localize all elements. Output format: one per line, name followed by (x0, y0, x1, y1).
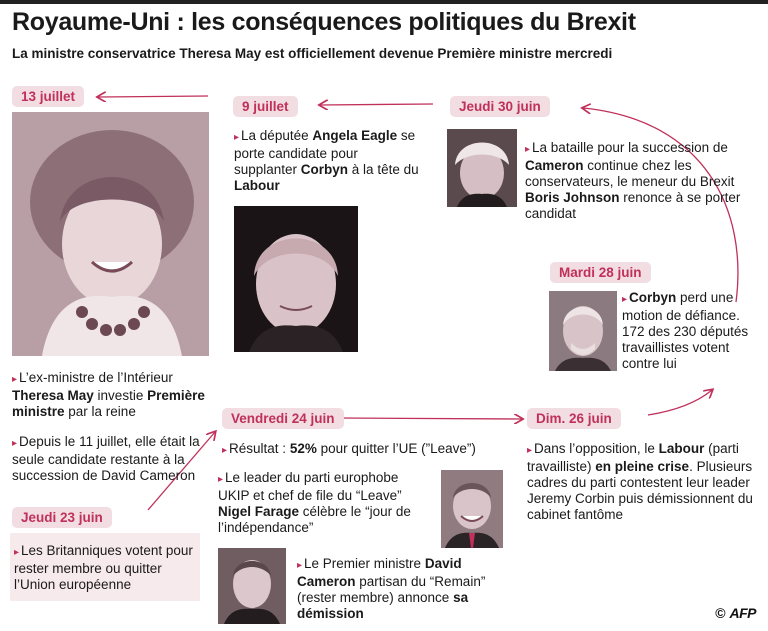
photo-theresa-may (12, 112, 209, 356)
date-tag-jun24: Vendredi 24 juin (222, 408, 344, 429)
arrow-jul09-to-jul13 (98, 96, 208, 97)
photo-boris-johnson (447, 129, 517, 207)
bullet-icon: ▸ (218, 474, 224, 485)
arrow-jun24-to-jun26 (340, 418, 522, 419)
text-jun24-p3: ▸ Le Premier ministre David Cameron partisan du “Remain” (rester membre) annonce sa démission (297, 556, 486, 621)
page-title: Royaume-Uni : les conséquences politiques du Brexit (12, 8, 636, 36)
text-jun24-p1: ▸ Résultat : 52% pour quitter l’UE (”Leave”) (222, 441, 476, 456)
bullet-icon: ▸ (12, 438, 18, 449)
photo-jeremy-corbyn (549, 291, 617, 371)
photo-david-cameron (218, 548, 286, 624)
text-jul09: ▸ La députée Angela Eagle se porte candidate pour supplanter Corbyn à la tête du Labour (234, 128, 419, 193)
text-jun23: ▸ Les Britanniques votent pour rester membre ou quitter l’Union européenne (14, 543, 193, 592)
date-tag-jun30: Jeudi 30 juin (450, 96, 550, 117)
text-jul13 (12, 370, 217, 484)
bullet-icon: ▸ (12, 374, 18, 385)
bullet-icon: ▸ (527, 445, 533, 456)
text-jun26: ▸ Dans l’opposition, le Labour (parti travailliste) en pleine crise. Plusieurs cadres du parti contestent leur leader Jeremy Corbin puis démissionnent du cabinet fantôme (527, 441, 753, 522)
bullet-icon: ▸ (234, 132, 240, 143)
arrow-jun30-to-jul09 (320, 104, 433, 105)
top-rule (0, 0, 768, 4)
page-subtitle: La ministre conservatrice Theresa May est officiellement devenue Première ministre mercredi (12, 46, 613, 61)
afp-agency-name: AFP (729, 605, 756, 621)
bullet-icon: ▸ (525, 144, 531, 155)
date-tag-jul13: 13 juillet (12, 86, 84, 107)
date-tag-jun26: Dim. 26 juin (527, 408, 621, 429)
afp-logo (715, 605, 756, 621)
bullet-icon: ▸ (297, 560, 303, 571)
date-tag-jun23: Jeudi 23 juin (12, 507, 112, 528)
photo-angela-eagle (234, 206, 358, 352)
arrow-jun26-to-jun28 (648, 390, 712, 415)
bullet-icon: ▸ (622, 294, 628, 305)
text-jun30: ▸ La bataille pour la succession de Cameron continue chez les conservateurs, le meneur du Brexit Boris Johnson renonce à se porter candidat (525, 140, 741, 221)
text-jul13-p1: ▸ L’ex-ministre de l’Intérieur Theresa May investie Première ministre par la reine (12, 370, 205, 419)
text-jun28: ▸ Corbyn perd une motion de défiance. 172 des 230 députés travaillistes votent contre lui (622, 290, 749, 371)
date-tag-jun28: Mardi 28 juin (550, 262, 651, 283)
photo-nigel-farage (441, 470, 503, 548)
date-tag-jul09: 9 juillet (233, 96, 298, 117)
copyright-symbol: © (715, 605, 726, 621)
bullet-icon: ▸ (222, 445, 228, 456)
text-jul13-p2: ▸ Depuis le 11 juillet, elle était la seule candidate restante à la succession de David Cameron (12, 434, 200, 483)
bullet-icon: ▸ (14, 547, 20, 558)
text-jun24-p2: ▸ Le leader du parti europhobe UKIP et chef de file du “Leave” Nigel Farage célèbre le “jour de l’indépendance” (218, 470, 411, 535)
